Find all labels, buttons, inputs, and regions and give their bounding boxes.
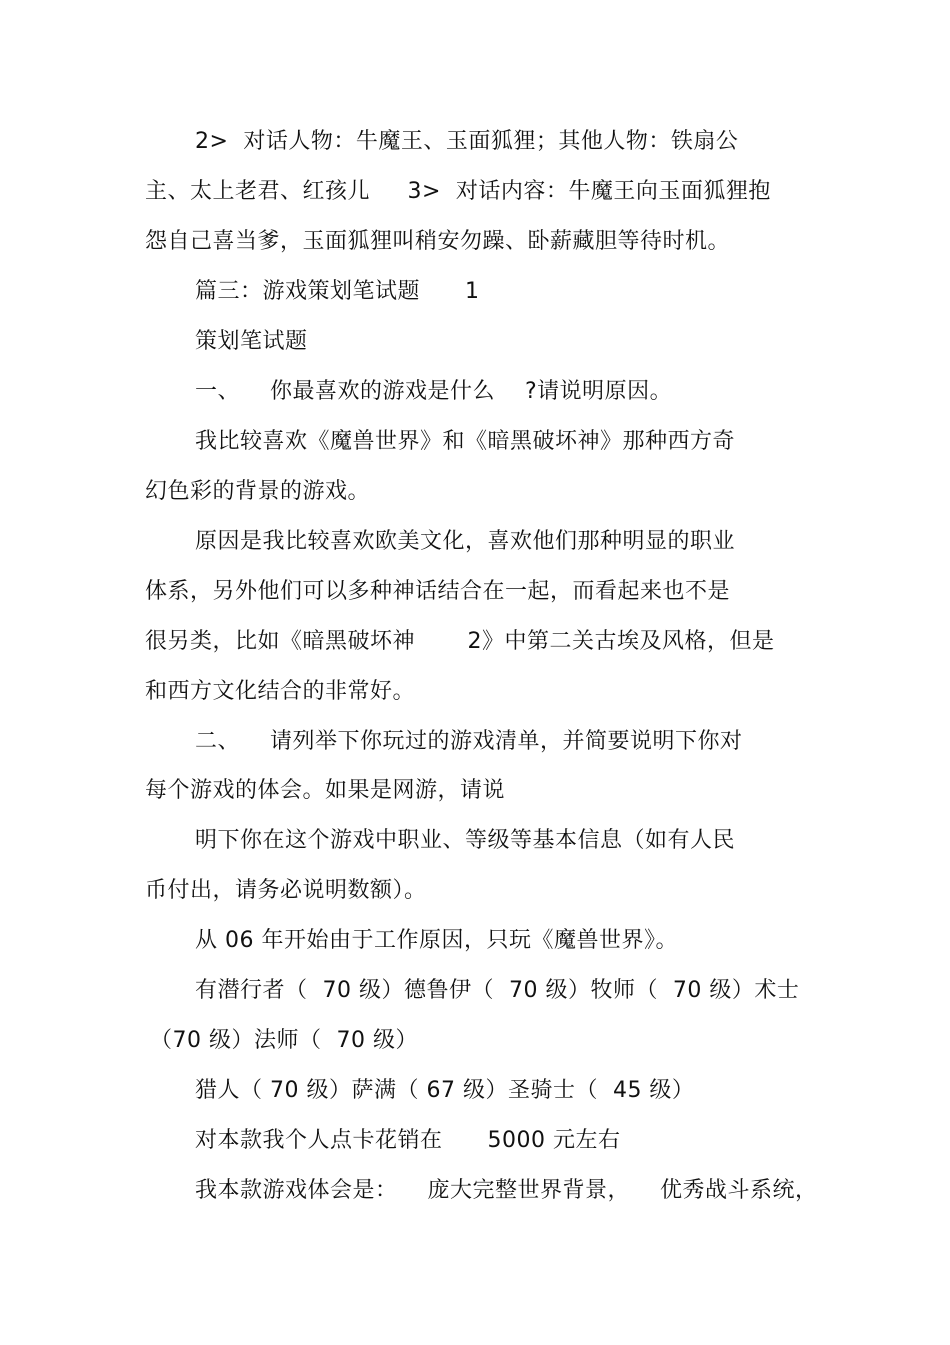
section-heading: 篇三：游戏策划笔试题 1 xyxy=(195,279,480,304)
text-line: 和西方文化结合的非常好。 xyxy=(145,679,416,704)
text-line: 体系，另外他们可以多种神话结合在一起，而看起来也不是 xyxy=(145,579,731,604)
text-line: 币付出，请务必说明数额）。 xyxy=(145,878,427,903)
text-line: 我本款游戏体会是： 庞大完整世界背景， 优秀战斗系统， xyxy=(195,1178,818,1203)
text-line: 幻色彩的背景的游戏。 xyxy=(145,479,371,504)
text-line: 主、太上老君、红孩儿 3> 对话内容：牛魔王向玉面狐狸抱 xyxy=(145,179,771,204)
text-line: 我比较喜欢《魔兽世界》和《暗黑破坏神》那种西方奇 xyxy=(195,429,736,454)
text-line: 怨自己喜当爹，玉面狐狸叫稍安勿躁、卧薪藏胆等待时机。 xyxy=(145,229,731,254)
text-line: 对本款我个人点卡花销在 5000 元左右 xyxy=(195,1128,621,1153)
text-line: 每个游戏的体会。如果是网游，请说 xyxy=(145,778,506,803)
text-line: 猎人（ 70 级）萨满（ 67 级）圣骑士（ 45 级） xyxy=(195,1078,695,1103)
subheading: 策划笔试题 xyxy=(195,329,308,354)
text-line: 原因是我比较喜欢欧美文化，喜欢他们那种明显的职业 xyxy=(195,529,736,554)
text-line: 2> 对话人物：牛魔王、玉面狐狸；其他人物：铁扇公 xyxy=(195,129,739,154)
text-line: 有潜行者（ 70 级）德鲁伊（ 70 级）牧师（ 70 级）术士 xyxy=(195,978,800,1003)
question-line: 二、 请列举下你玩过的游戏清单，并简要说明下你对 xyxy=(195,729,743,754)
text-line: 从 06 年开始由于工作原因，只玩《魔兽世界》。 xyxy=(195,928,678,953)
text-line: （70 级）法师（ 70 级） xyxy=(150,1028,418,1053)
text-line: 很另类，比如《暗黑破坏神 2》中第二关古埃及风格，但是 xyxy=(145,629,775,654)
text-line: 明下你在这个游戏中职业、等级等基本信息（如有人民 xyxy=(195,828,736,853)
question-line: 一、 你最喜欢的游戏是什么 ?请说明原因。 xyxy=(195,379,673,404)
